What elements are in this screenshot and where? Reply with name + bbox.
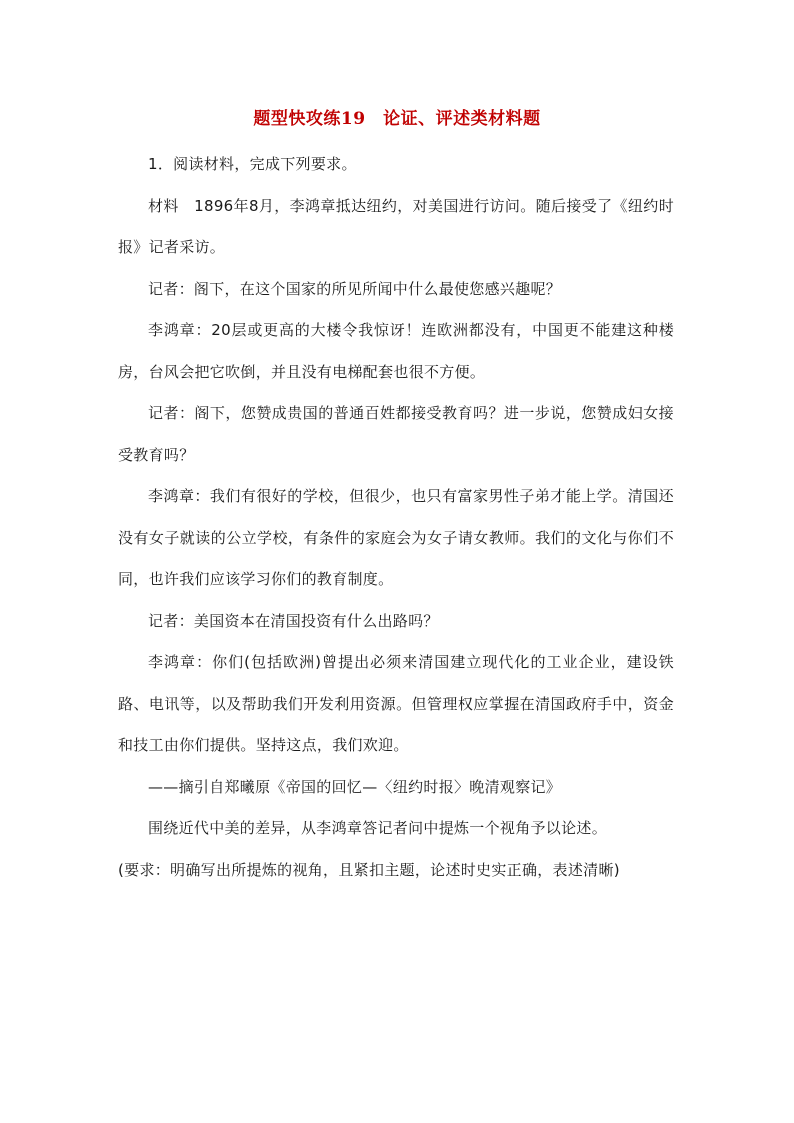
document-title: 题型快攻练19 论证、评述类材料题 <box>253 109 541 129</box>
li-hongzhang-answer-2: 李鸿章：我们有很好的学校，但很少，也只有富家男性子弟才能上学。清国还没有女子就读的公立学校，有条件的家庭会为女子请女教师。我们的文化与你们不同，也许我们应该学习你们的教育制度。 <box>118 487 674 588</box>
task-requirement: (要求：明确写出所提炼的视角，且紧扣主题，论述时史实正确，表述清晰) <box>118 860 620 879</box>
li-hongzhang-answer-1: 李鸿章：20层或更高的大楼令我惊讶！连欧洲都没有，中国更不能建这种楼房，台风会把它吹倒，并且没有电梯配套也很不方便。 <box>118 321 674 381</box>
source-citation: ——摘引自郑曦原《帝国的回忆—〈纽约时报〉晚清观察记》 <box>148 777 562 796</box>
task-prompt: 围绕近代中美的差异，从李鸿章答记者问中提炼一个视角予以论述。 <box>148 819 608 837</box>
li-hongzhang-answer-3: 李鸿章：你们(包括欧洲)曾提出必须来清国建立现代化的工业企业，建设铁路、电讯等，以及帮助我们开发利用资源。但管理权应掌握在清国政府手中，资金和技工由你们提供。坚持这点，我们欢迎。 <box>118 653 674 754</box>
document-body <box>118 144 674 891</box>
reporter-question-2: 记者：阁下，您赞成贵国的普通百姓都接受教育吗？进一步说，您赞成妇女接受教育吗？ <box>118 404 674 464</box>
question-intro: 1．阅读材料，完成下列要求。 <box>148 155 357 173</box>
reporter-question-1: 记者：阁下，在这个国家的所见所闻中什么最使您感兴趣呢？ <box>148 279 562 298</box>
material-paragraph: 材料 1896年8月，李鸿章抵达纽约，对美国进行访问。随后接受了《纽约时报》记者采访。 <box>118 196 674 256</box>
reporter-question-3: 记者：美国资本在清国投资有什么出路吗？ <box>148 611 439 630</box>
